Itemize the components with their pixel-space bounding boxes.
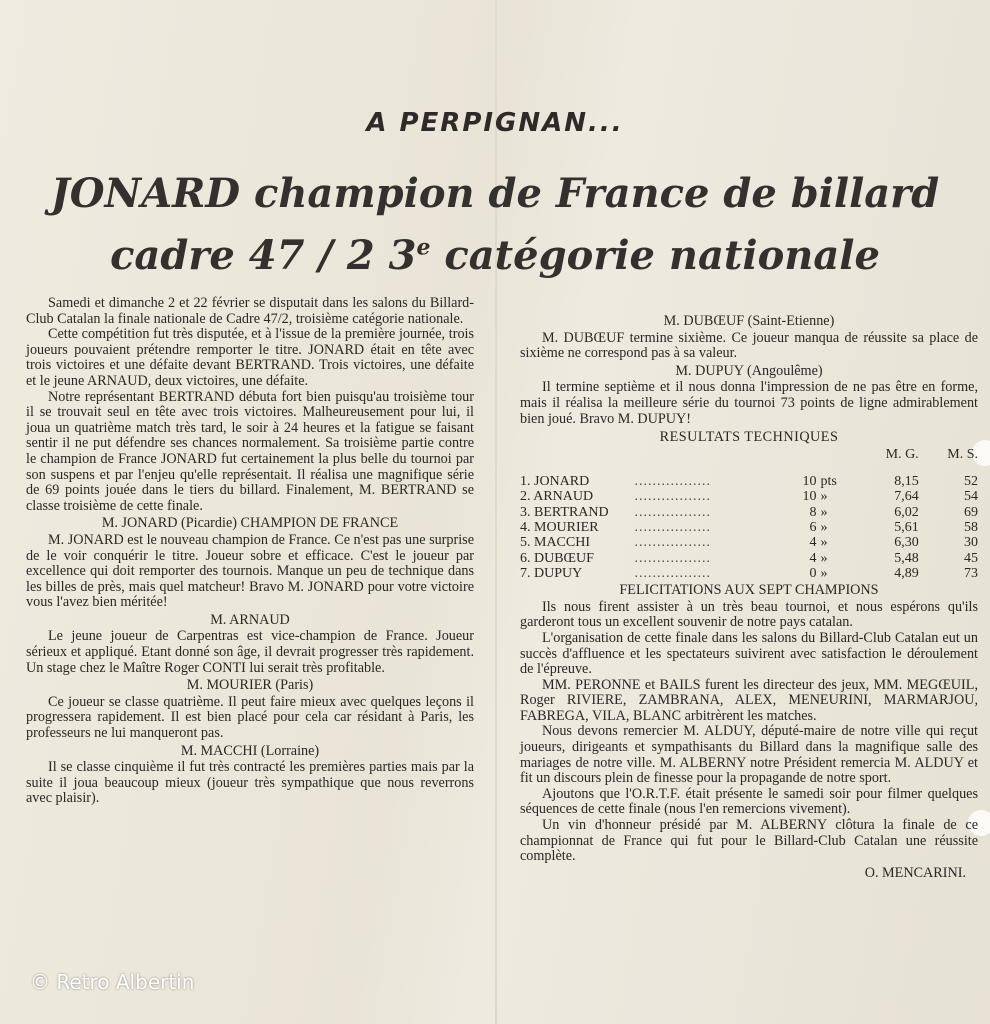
headline-line-2-suffix: catégorie nationale — [430, 232, 880, 279]
player-points: 0 — [809, 565, 817, 581]
results-row — [520, 489, 978, 504]
player-points: 6 — [809, 519, 817, 535]
points-unit: » — [820, 489, 828, 505]
player-mg: 8,15 — [894, 474, 919, 490]
leader-dots: ................. — [634, 474, 711, 490]
results-row — [520, 520, 978, 535]
closing-paragraph: Un vin d'honneur présidé par M. ALBERNY clôtura la finale de ce championnat de France qui fut pour le Billard-Club Catalan une réussite complète. — [520, 817, 978, 865]
author-signature: O. MENCARINI. — [864, 864, 966, 881]
jonard-paragraph: M. JONARD est le nouveau champion de France. Ce n'est pas une surprise de le voir conquérir le titre. Joueur sobre et efficace. C'est le joueur par excellence qui doit remporter des tournois. Manque un peu de technique dans les billes de près, mais quel matcheur! Bravo M. JONARD pour votre victoire vous l'avez bien méritée! — [26, 531, 474, 611]
points-unit: » — [820, 550, 828, 566]
player-points: 10 — [802, 474, 817, 490]
results-table — [520, 447, 978, 581]
player-points: 8 — [809, 504, 817, 520]
ms-column-header: M. S. — [947, 446, 978, 462]
headline-superscript: e — [416, 234, 431, 261]
intro-paragraph: Samedi et dimanche 2 et 22 février se disputait dans les salons du Billard-Club Catalan la finale nationale de Cadre 47/2, troisième catégorie nationale. — [26, 295, 474, 327]
player-name: 6. DUBŒUF — [520, 550, 594, 566]
results-row — [520, 566, 978, 581]
duboeuf-paragraph: M. DUBŒUF termine sixième. Ce joueur manqua de réussite sa place de sixième ne correspond pas à sa valeur. — [520, 329, 978, 362]
intro-paragraph: Cette compétition fut très disputée, et à l'issue de la première journée, trois joueurs pouvaient prétendre remporter le titre. JONARD était en tête avec trois victoires et une défaite devant BERTRAND. Trois victoires, une défaite et le jeune ARNAUD, deux victoires, une défaite. — [26, 326, 474, 389]
results-row — [520, 474, 978, 489]
leader-dots: ................. — [634, 519, 711, 535]
headline-line-2 — [0, 232, 990, 279]
player-ms: 30 — [964, 535, 978, 551]
fold-crease — [495, 0, 497, 1024]
headline-line-1: JONARD champion de France de billard — [50, 170, 940, 217]
player-ms: 54 — [964, 489, 978, 505]
leader-dots: ................. — [634, 504, 711, 520]
points-unit: pts — [820, 474, 837, 490]
player-points: 10 — [802, 489, 817, 505]
results-row — [520, 505, 978, 520]
player-mg: 6,30 — [894, 535, 919, 551]
closing-paragraph: Ils nous firent assister à un très beau tournoi, et nous espérons qu'ils garderont tous un excellent souvenir de notre pays catalan. — [520, 598, 978, 631]
mg-column-header: M. G. — [885, 446, 919, 462]
headline-line-2-prefix: cadre 47 / 2 3 — [110, 232, 417, 279]
player-mg: 6,02 — [894, 504, 919, 520]
player-mg: 7,64 — [894, 489, 919, 505]
points-unit: » — [820, 519, 828, 535]
jonard-heading: M. JONARD (Picardie) CHAMPION DE FRANCE — [101, 515, 399, 532]
arnaud-heading: M. ARNAUD — [210, 611, 290, 628]
points-unit: » — [820, 565, 828, 581]
player-mg: 4,89 — [894, 565, 919, 581]
results-row — [520, 551, 978, 566]
player-ms: 52 — [964, 474, 978, 490]
duboeuf-heading: M. DUBŒUF (Saint-Etienne) — [663, 313, 835, 329]
leader-dots: ................. — [634, 489, 711, 505]
closing-paragraph: L'organisation de cette finale dans les salons du Billard-Club Catalan eut un succès d'affluence et les spectateurs suivirent avec satisfaction le déroulement de l'épreuve. — [520, 629, 978, 678]
mourier-paragraph: Ce joueur se classe quatrième. Il peut faire mieux avec quelques leçons il progressera rapidement. Il est bien placé pour cela car résidant à Paris, les professeurs ne lui manqueront pas. — [26, 693, 474, 742]
player-points: 4 — [809, 535, 817, 551]
player-mg: 5,48 — [894, 550, 919, 566]
points-unit: » — [820, 535, 828, 551]
player-mg: 5,61 — [894, 519, 919, 535]
player-ms: 45 — [964, 550, 978, 566]
player-ms: 73 — [964, 565, 978, 581]
leader-dots: ................. — [634, 535, 711, 551]
mourier-heading: M. MOURIER (Paris) — [186, 677, 314, 694]
player-name: 4. MOURIER — [520, 519, 599, 535]
intro-paragraph: Notre représentant BERTRAND débuta fort bien puisqu'au troisième tour il se trouvait seul en tête avec trois victoires. Malheureusement pour lui, il joua un quatrième match très tard, le soir à 24 heures et la fatigue se faisant sentir il ne put défendre ses chances normalement. Sa troisième partie contre le champion de France JONARD fut certainement la plus belle du tournoi par son suspens et par l'enjeu qu'elle représentait. Il réalisa une magnifique série de 69 points jouée dans le tiers du billard. Finalement, M. BERTRAND se classe troisième de cette finale. — [26, 388, 474, 514]
dupuy-paragraph: Il termine septième et il nous donna l'impression de ne pas être en forme, mais il réalisa la meilleure série du tournoi 73 points de ligne admirablement bien joué. Bravo M. DUPUY! — [520, 379, 978, 427]
results-heading: RESULTATS TECHNIQUES — [659, 429, 839, 446]
closing-paragraph: Nous devons remercier M. ALDUY, député-maire de notre ville qui reçut joueurs, dirigeants et sympathisants du Billard dans la magnifique salle des mariages de notre ville. M. ALBERNY notre Président remercia M. ALDUY et fit un discours plein de finesse pour la propagande de notre sport. — [520, 723, 978, 787]
results-row — [520, 535, 978, 550]
left-column — [26, 296, 474, 807]
player-name: 2. ARNAUD — [520, 489, 594, 505]
macchi-heading: M. MACCHI (Lorraine) — [180, 742, 320, 759]
results-header-row — [520, 447, 978, 474]
leader-dots: ................. — [634, 550, 711, 566]
right-column — [520, 312, 978, 881]
player-name: 5. MACCHI — [520, 535, 591, 551]
player-points: 4 — [809, 550, 817, 566]
player-name: 7. DUPUY — [520, 565, 583, 581]
player-ms: 69 — [964, 504, 978, 520]
copyright-watermark: © Retro Albertin — [30, 970, 195, 994]
felicitations-heading: FELICITATIONS AUX SEPT CHAMPIONS — [619, 582, 879, 599]
player-ms: 58 — [964, 519, 978, 535]
closing-paragraph: MM. PERONNE et BAILS furent les directeur des jeux, MM. MEGŒUIL, Roger RIVIERE, ZAMBRANA, ALEX, MENEURINI, MARMARJOU, FABREGA, VILA, BLANC arbitrèrent les matches. — [520, 676, 978, 724]
dupuy-heading: M. DUPUY (Angoulême) — [675, 362, 823, 379]
arnaud-paragraph: Le jeune joueur de Carpentras est vice-champion de France. Joueur sérieux et appliqué. Etant donné son âge, il devrait progresser très rapidement. Un stage chez le Maître Roger CONTI lui serait très profitable. — [26, 628, 474, 676]
macchi-paragraph: Il se classe cinquième il fut très contracté les premières parties mais par la suite il joua beaucoup mieux (joueur très sympathique que nous reverrons avec plaisir). — [26, 759, 474, 807]
leader-dots: ................. — [634, 565, 711, 581]
player-name: 1. JONARD — [520, 474, 590, 490]
kicker-title: A PERPIGNAN... — [366, 108, 624, 138]
points-unit: » — [820, 504, 828, 520]
closing-paragraph: Ajoutons que l'O.R.T.F. était présente le samedi soir pour filmer quelques séquences de cette finale (nous l'en remercions vivement). — [520, 785, 978, 818]
player-name: 3. BERTRAND — [520, 504, 609, 520]
